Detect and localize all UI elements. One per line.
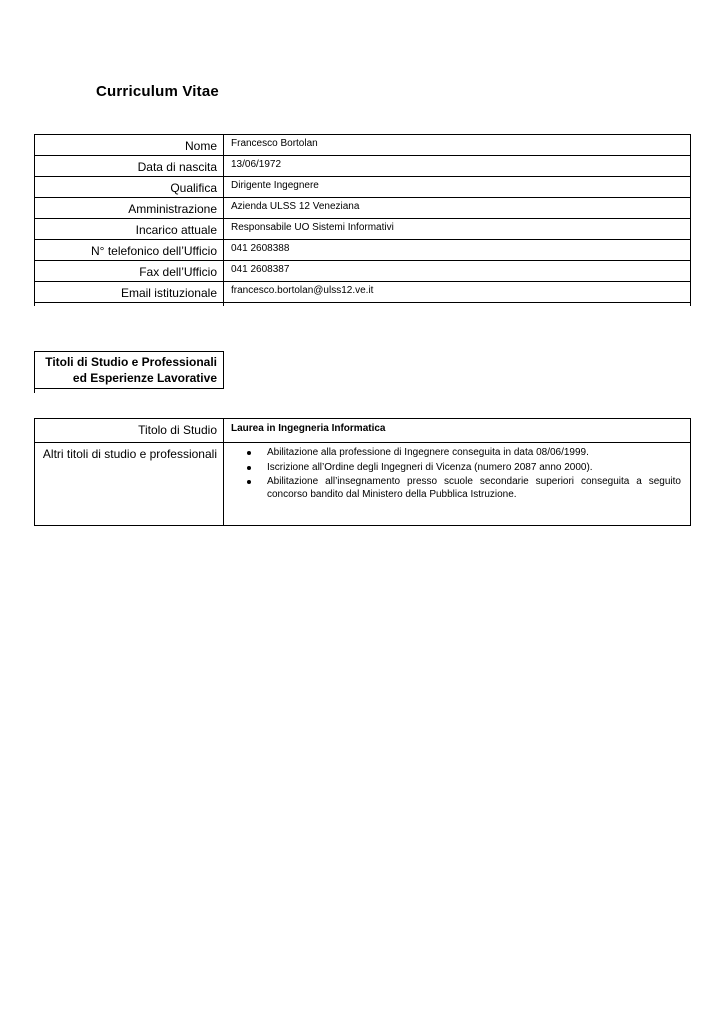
table-tail-cell <box>224 303 691 306</box>
list-item <box>267 476 681 501</box>
list-item-text: Abilitazione alla professione di Ingegnere conseguita in data 08/06/1999. <box>267 447 589 458</box>
table-row <box>35 156 691 177</box>
table-tail-cell <box>35 303 224 306</box>
other-titles-value <box>224 443 691 526</box>
office-fax-label: Fax dell’Ufficio <box>35 261 224 282</box>
section-heading-line: Titoli di Studio e Professionali <box>45 355 217 369</box>
name-value: Francesco Bortolan <box>224 135 691 156</box>
name-label: Nome <box>35 135 224 156</box>
qualification-value: Dirigente Ingegnere <box>224 177 691 198</box>
studies-table <box>34 418 691 526</box>
table-row <box>35 261 691 282</box>
table-row <box>35 135 691 156</box>
document-title: Curriculum Vitae <box>96 83 219 100</box>
office-phone-value: 041 2608388 <box>224 240 691 261</box>
birth-date-label: Data di nascita <box>35 156 224 177</box>
section-heading <box>34 351 224 389</box>
bullet-icon <box>247 466 251 470</box>
table-row <box>35 198 691 219</box>
table-row <box>35 240 691 261</box>
office-phone-label: N° telefonico dell’Ufficio <box>35 240 224 261</box>
table-row <box>35 177 691 198</box>
table-row <box>35 419 691 443</box>
bullet-icon <box>247 451 251 455</box>
list-item <box>267 447 681 460</box>
bullet-icon <box>247 480 251 484</box>
institutional-email-label: Email istituzionale <box>35 282 224 303</box>
qualification-label: Qualifica <box>35 177 224 198</box>
table-row <box>35 219 691 240</box>
degree-label: Titolo di Studio <box>35 419 224 443</box>
degree-value: Laurea in Ingegneria Informatica <box>224 419 691 443</box>
other-titles-label: Altri titoli di studio e professionali <box>35 443 224 526</box>
birth-date-value: 13/06/1972 <box>224 156 691 177</box>
section-heading-line: ed Esperienze Lavorative <box>72 371 217 385</box>
institutional-email-value: francesco.bortolan@ulss12.ve.it <box>224 282 691 303</box>
office-fax-value: 041 2608387 <box>224 261 691 282</box>
administration-value: Azienda ULSS 12 Veneziana <box>224 198 691 219</box>
administration-label: Amministrazione <box>35 198 224 219</box>
table-row <box>35 443 691 526</box>
list-item <box>267 462 681 475</box>
list-item-text: Iscrizione all’Ordine degli Ingegneri di Vicenza (numero 2087 anno 2000). <box>267 461 593 473</box>
list-item-text: Abilitazione all’insegnamento presso scuole secondarie superiori conseguita a seguito concorso bandito dal Ministero della Pubblica Istruzione. <box>267 476 681 500</box>
other-titles-list <box>224 447 681 501</box>
personal-info-table <box>34 134 691 306</box>
current-role-label: Incarico attuale <box>35 219 224 240</box>
section-divider <box>34 389 35 393</box>
current-role-value: Responsabile UO Sistemi Informativi <box>224 219 691 240</box>
table-row <box>35 282 691 303</box>
table-tail-row <box>35 303 691 306</box>
